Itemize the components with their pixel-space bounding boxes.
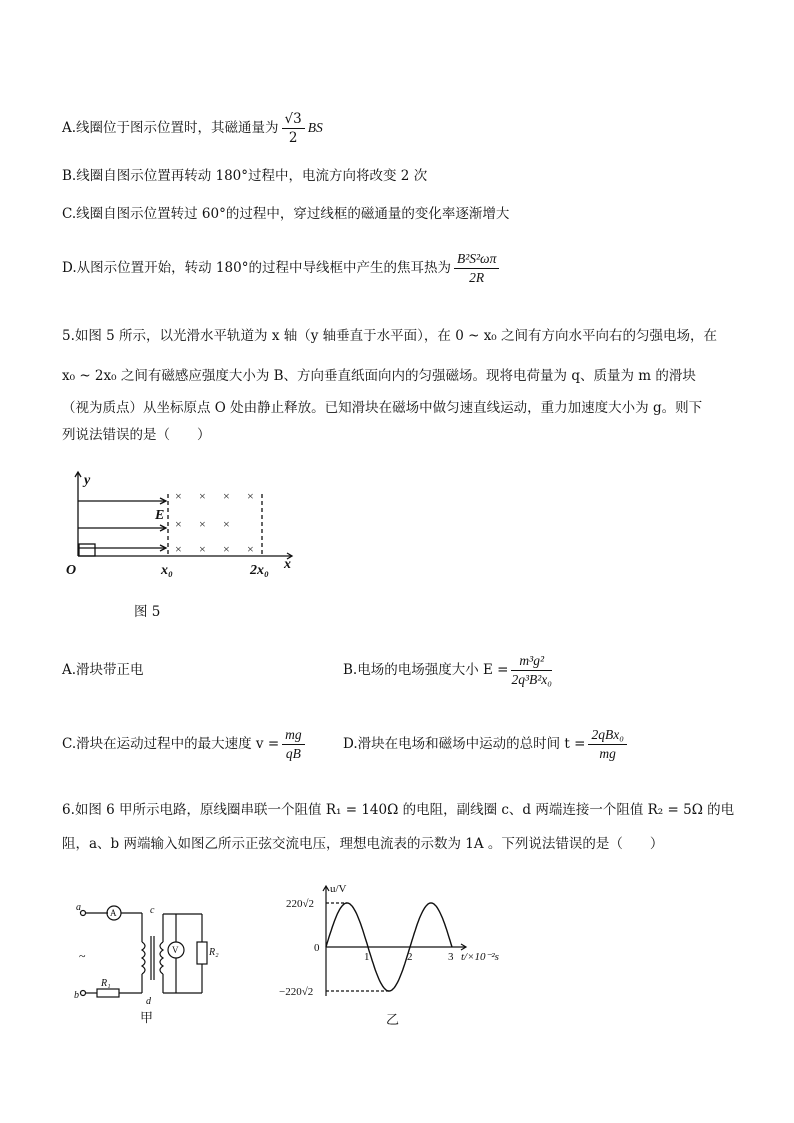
cross-mark: ×	[247, 542, 254, 556]
cross-mark: ×	[247, 489, 254, 503]
ac-source-symbol: ~	[79, 949, 86, 963]
cross-mark: ×	[223, 489, 230, 503]
circuit-caption: 甲	[140, 1010, 154, 1025]
label-b: b	[74, 990, 79, 1001]
tick-label-3: 3	[448, 951, 454, 963]
e-label: E	[155, 508, 165, 523]
peak-value-label: 220√2	[286, 898, 315, 910]
graph-caption: 乙	[386, 1012, 400, 1027]
voltage-graph	[278, 878, 508, 1028]
q5-stem-line-2: x₀ ~ 2x₀ 之间有磁感应强度大小为 B、方向垂直纸面向内的匀强磁场。现将电荷量为 q、质量为 m 的滑块	[62, 368, 696, 384]
q5-stem-line-3: （视为质点）从坐标原点 O 处由静止释放。已知滑块在磁场中做匀速直线运动，重力加速度大小为 g。则下	[62, 400, 703, 416]
q4-option-c: C.线圈自图示位置转过 60°的过程中，穿过线框的磁通量的变化率逐渐增大	[62, 206, 510, 222]
terminal-b	[81, 991, 86, 996]
q5-stem-line-1: 5.如图 5 所示，以光滑水平轨道为 x 轴（y 轴垂直于水平面），在 0 ~ x₀ 之间有方向水平向右的匀强电场，在	[62, 328, 718, 344]
q5-option-d: D.滑块在电场和磁场中运动的总时间 t = $\frac{\text{2qBx₀}}{mg}$	[343, 726, 630, 763]
tick-label-2: 2	[407, 951, 413, 963]
figure-5	[62, 468, 302, 588]
fraction: $\frac{√3}{2}$	[282, 110, 305, 147]
voltmeter-label: V	[172, 945, 179, 955]
origin-label: O	[66, 563, 77, 578]
resistor-r2	[197, 942, 207, 964]
terminal-a	[81, 911, 86, 916]
q5-option-a: A.滑块带正电	[62, 662, 144, 678]
q4-option-d: D.从图示位置开始，转动 180°的过程中导线框中产生的焦耳热为 $\frac{\text{B²S²ωπ}}{2R}$	[62, 250, 502, 287]
cross-mark: ×	[199, 542, 206, 556]
label-c: c	[150, 905, 155, 916]
x-label: x	[284, 557, 291, 572]
cross-mark: ×	[175, 517, 182, 531]
fraction: $\frac{\text{2qBx₀}}{mg}$	[588, 726, 626, 763]
y-label: y	[84, 473, 91, 488]
figure-5-caption: 图 5	[134, 604, 161, 620]
q4-option-a: A.线圈位于图示位置时，其磁通量为 $\frac{√3}{2}$ BS	[62, 111, 323, 146]
q6-stem-line-1: 6.如图 6 甲所示电路，原线圈串联一个阻值 R₁ = 140Ω 的电阻，副线圈 c、d 两端连接一个阻值 R₂ = 5Ω 的电	[62, 802, 735, 818]
cross-mark: ×	[199, 517, 206, 531]
primary-coil	[142, 942, 145, 974]
q5-stem-line-4: 列说法错误的是（ ）	[62, 427, 211, 443]
secondary-coil	[160, 942, 163, 974]
fraction: $\frac{\text{m³g²}}{\text{2q³B²x₀}}$	[511, 653, 552, 687]
u-axis-label: u/V	[330, 883, 347, 895]
cross-mark: ×	[175, 489, 182, 503]
resistor-r1	[97, 989, 119, 997]
q5-option-b: B.电场的电场强度大小 E = $\frac{\text{m³g²}}{\text{2q³B²x₀}}$	[343, 653, 552, 687]
q6-stem-line-2: 阻，a、b 两端输入如图乙所示正弦交流电压，理想电流表的示数为 1A 。下列说法错误的是（ ）	[62, 836, 664, 852]
fraction: $\frac{\text{B²S²ωπ}}{2R}$	[454, 250, 499, 287]
cross-mark: ×	[175, 542, 182, 556]
fraction: $\frac{mg}{qB}$	[282, 726, 305, 763]
zero-label: 0	[314, 942, 320, 954]
cross-mark: ×	[223, 517, 230, 531]
cross-mark: ×	[223, 542, 230, 556]
trough-value-label: −220√2	[279, 986, 314, 998]
label-a: a	[76, 902, 81, 913]
q5-option-c: C.滑块在运动过程中的最大速度 v = $\frac{mg}{qB}$	[62, 726, 308, 763]
cross-mark: ×	[199, 489, 206, 503]
t-axis-label: t/×10⁻²s	[461, 951, 499, 963]
q4-option-b: B.线圈自图示位置再转动 180°过程中，电流方向将改变 2 次	[62, 168, 428, 184]
circuit-diagram	[72, 900, 222, 1040]
tick-label-1: 1	[364, 951, 370, 963]
slider-block	[79, 544, 95, 556]
ammeter-label: A	[110, 908, 117, 918]
x0-label: x₀	[161, 563, 173, 578]
label-d: d	[146, 996, 151, 1007]
label-r2: R₂	[209, 947, 219, 958]
label-r1: R₁	[101, 978, 111, 989]
2x0-label: 2x₀	[250, 563, 269, 578]
